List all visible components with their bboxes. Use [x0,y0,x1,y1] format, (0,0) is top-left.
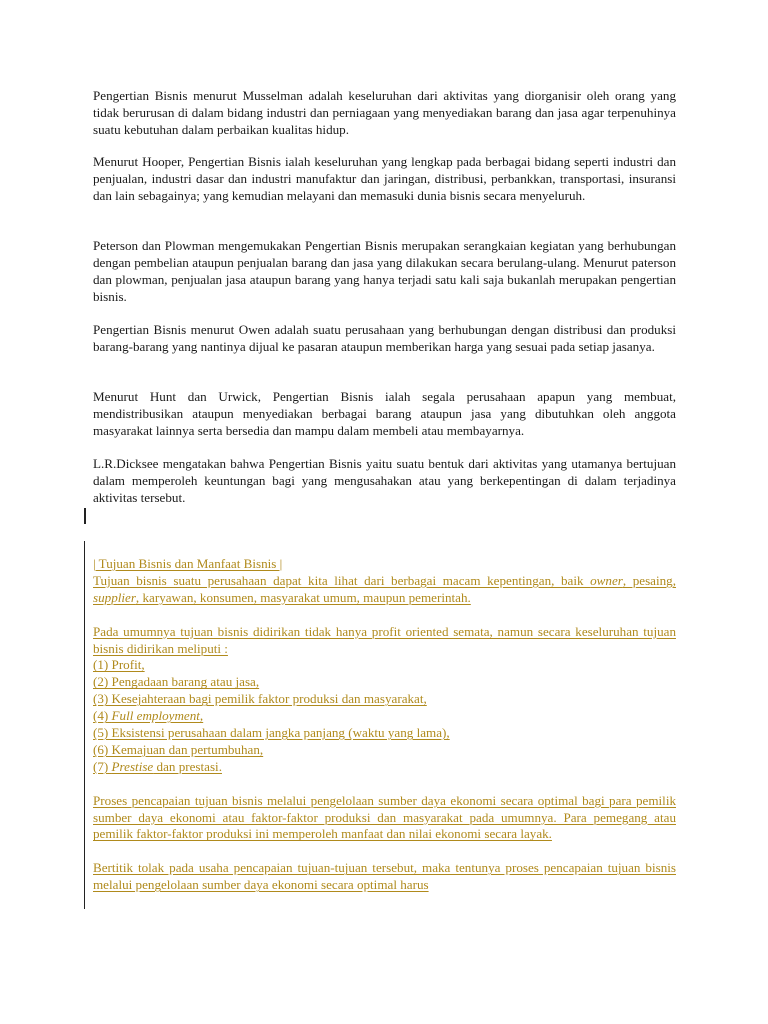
list-item-7 [93,759,676,776]
list-item-4-number: (4) [93,708,112,724]
list-item-3: (3) Kesejahteraan bagi pemilik faktor produksi dan masyarakat, [93,691,427,707]
intro-text-c: , karyawan, konsumen, masyarakat umum, maupun pemerintah. [135,589,471,605]
paragraph-peterson-plowman: Peterson dan Plowman mengemukakan Pengertian Bisnis merupakan serangkaian kegiatan yang berhubungan dengan pembelian ataupun penjualan barang dan jasa yang dilakukan secara berulang-ulang. Menurut paterson dan plowman, penjualan jasa ataupun barang yang hanya terjadi satu kali saja bukanlah merupakan pengertian bisnis. [93,238,676,304]
intro-text-a: Tujuan bisnis suatu perusahaan dapat kita lihat dari berbagai macam kepentingan, baik [93,572,591,588]
section-para-process: Proses pencapaian tujuan bisnis melalui pengelolaan sumber daya ekonomi secara optimal bagi para pemilik sumber daya ekonomi atau faktor-faktor produksi dan masyarakat pada umumnya. Para pemegang atau pemilik faktor-faktor produksi ini memperoleh manfaat dan nilai ekonomi secara layak. [93,792,676,842]
list-item-4-text: Full employment, [111,708,204,724]
intro-text-b: , pesaing, [622,572,676,588]
list-item-7-italic: Prestise [111,758,154,774]
section-para-starting-point: Bertitik tolak pada usaha pencapaian tujuan-tujuan tersebut, maka tentunya proses pencapaian tujuan bisnis melalui pengelolaan sumber daya ekonomi secara optimal harus [93,860,676,893]
section-para-purpose: Pada umumnya tujuan bisnis didirikan tidak hanya profit oriented semata, namun secara keseluruhan tujuan bisnis didirikan meliputi : [93,623,676,656]
list-item-6: (6) Kemajuan dan pertumbuhan, [93,741,264,757]
text-cursor [84,508,86,524]
section-heading: | Tujuan Bisnis dan Manfaat Bisnis | [93,556,283,571]
intro-owner: owner [590,572,623,588]
change-bar [84,541,85,909]
list-item-7-rest: dan prestasi. [153,758,222,774]
paragraph-dicksee: L.R.Dicksee mengatakan bahwa Pengertian Bisnis yaitu suatu bentuk dari aktivitas yang utamanya bertujuan dalam memperoleh keuntungan bagi yang mengusahakan atau yang berkepentingan di dalam terjadinya aktivitas tersebut. [93,456,676,505]
list-item-1: (1) Profit, [93,657,145,673]
paragraph-hooper: Menurut Hooper, Pengertian Bisnis ialah keseluruhan yang lengkap pada berbagai bidang seperti industri dan penjualan, industri dasar dan industri manufaktur dan jaringan, distribusi, perbankkan, transportasi, insuransi dan lain sebagainya; yang kemudian melayani dan memasuki dunia bisnis secara menyeluruh. [93,154,676,203]
intro-supplier: supplier [93,589,136,605]
list-item-5: (5) Eksistensi perusahaan dalam jangka panjang (waktu yang lama), [93,725,450,741]
list-item-2: (2) Pengadaan barang atau jasa, [93,674,260,690]
paragraph-hunt-urwick: Menurut Hunt dan Urwick, Pengertian Bisnis ialah segala perusahaan apapun yang membuat, mendistribusikan ataupun menyediakan berbagai barang ataupun jasa yang dibutuhkan oleh anggota masyarakat lainnya serta bersedia dan mampu dalam membeli atau membayarnya. [93,389,676,438]
section-intro [93,573,676,607]
tracked-changes-section [93,556,676,894]
list-item-4 [93,708,676,725]
paragraph-owen: Pengertian Bisnis menurut Owen adalah suatu perusahaan yang berhubungan dengan distribusi dan produksi barang-barang yang nantinya dijual ke pasaran ataupun memberikan harga yang sesuai pada setiap jasanya. [93,322,676,354]
paragraph-musselman: Pengertian Bisnis menurut Musselman adalah keseluruhan dari aktivitas yang diorganisir oleh orang yang tidak berurusan di dalam bidang industri dan perniagaan yang menyediakan barang dan jasa agar terpenuhinya suatu kebutuhan dalam perbaikan kualitas hidup. [93,88,676,137]
list-item-7-number: (7) [93,758,112,774]
